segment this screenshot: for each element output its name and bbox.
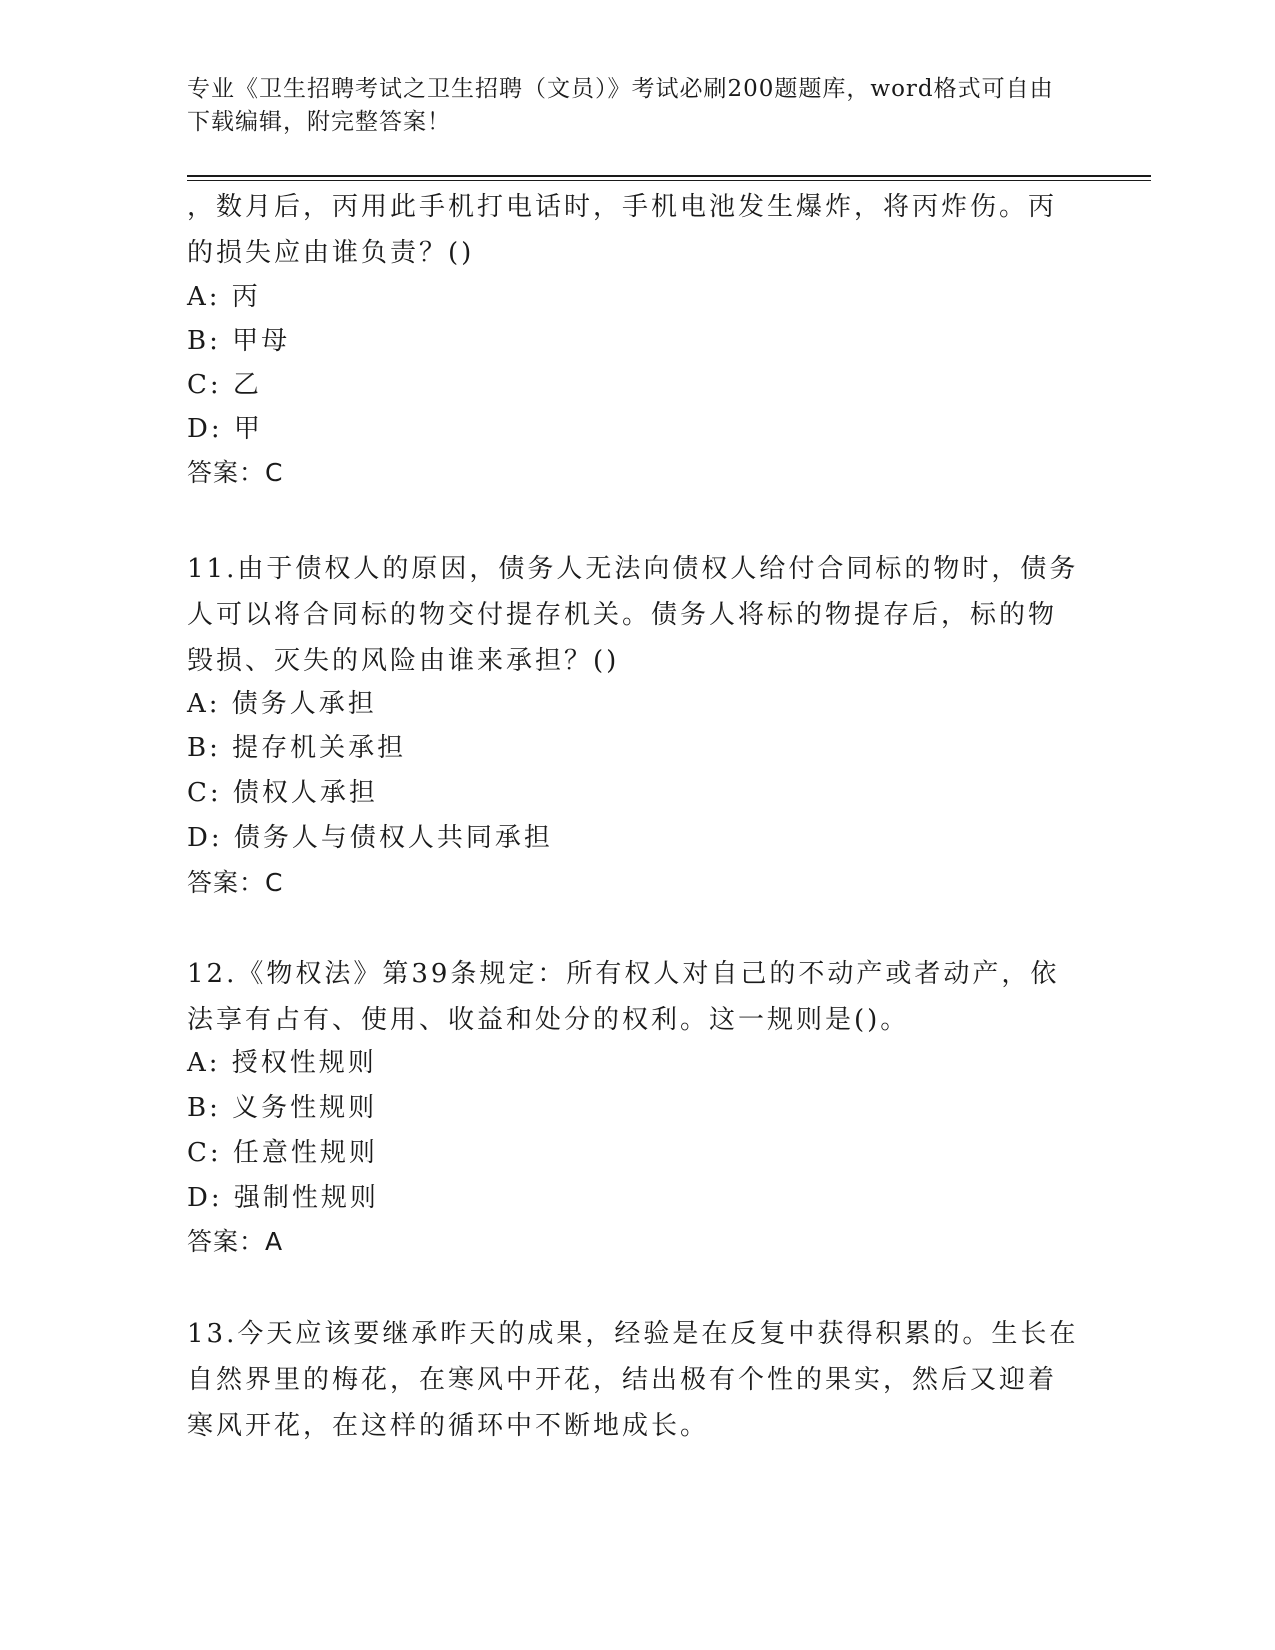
- header-divider-thin: [187, 180, 1151, 181]
- question-10-option-c: C: 乙: [187, 370, 262, 400]
- question-13-line-3: 寒风开花，在这样的循环中不断地成长。: [187, 1411, 710, 1441]
- question-12-option-c: C: 任意性规则: [187, 1138, 378, 1168]
- header-divider-thick: [187, 175, 1151, 177]
- question-10-line-2: 的损失应由谁负责？(): [187, 238, 475, 268]
- question-12-line-2: 法享有占有、使用、收益和处分的权利。这一规则是()。: [187, 1005, 910, 1035]
- question-11-option-b: B: 提存机关承担: [187, 733, 407, 763]
- question-10-line-1: ，数月后，丙用此手机打电话时，手机电池发生爆炸，将丙炸伤。丙: [187, 192, 1058, 222]
- question-10-option-a: A: 丙: [187, 282, 261, 312]
- question-12-answer: 答案：A: [187, 1227, 284, 1256]
- page-header: 专业《卫生招聘考试之卫生招聘（文员）》考试必刷200题题库，word格式可自由下载编辑，附完整答案！: [187, 76, 1054, 135]
- question-11-option-a: A: 债务人承担: [187, 689, 377, 719]
- question-11-answer: 答案：C: [187, 868, 284, 897]
- question-12-option-d: D: 强制性规则: [187, 1183, 379, 1213]
- question-11-option-c: C: 债权人承担: [187, 778, 378, 808]
- question-11-line-2: 人可以将合同标的物交付提存机关。债务人将标的物提存后，标的物: [187, 600, 1058, 630]
- question-11-line-1: 11.由于债权人的原因，债务人无法向债权人给付合同标的物时，债务: [187, 554, 1079, 584]
- question-12-line-1: 12.《物权法》第39条规定：所有权人对自己的不动产或者动产，依: [187, 959, 1060, 989]
- question-11-line-3: 毁损、灭失的风险由谁来承担？(): [187, 646, 620, 676]
- question-10-option-d: D: 甲: [187, 414, 263, 444]
- question-13-line-2: 自然界里的梅花，在寒风中开花，结出极有个性的果实，然后又迎着: [187, 1365, 1058, 1395]
- question-11-option-d: D: 债务人与债权人共同承担: [187, 823, 553, 853]
- question-10-option-b: B: 甲母: [187, 326, 291, 356]
- question-12-option-b: B: 义务性规则: [187, 1093, 378, 1123]
- question-10-answer: 答案：C: [187, 458, 284, 487]
- question-13-line-1: 13.今天应该要继承昨天的成果，经验是在反复中获得积累的。生长在: [187, 1319, 1079, 1349]
- question-12-option-a: A: 授权性规则: [187, 1048, 377, 1078]
